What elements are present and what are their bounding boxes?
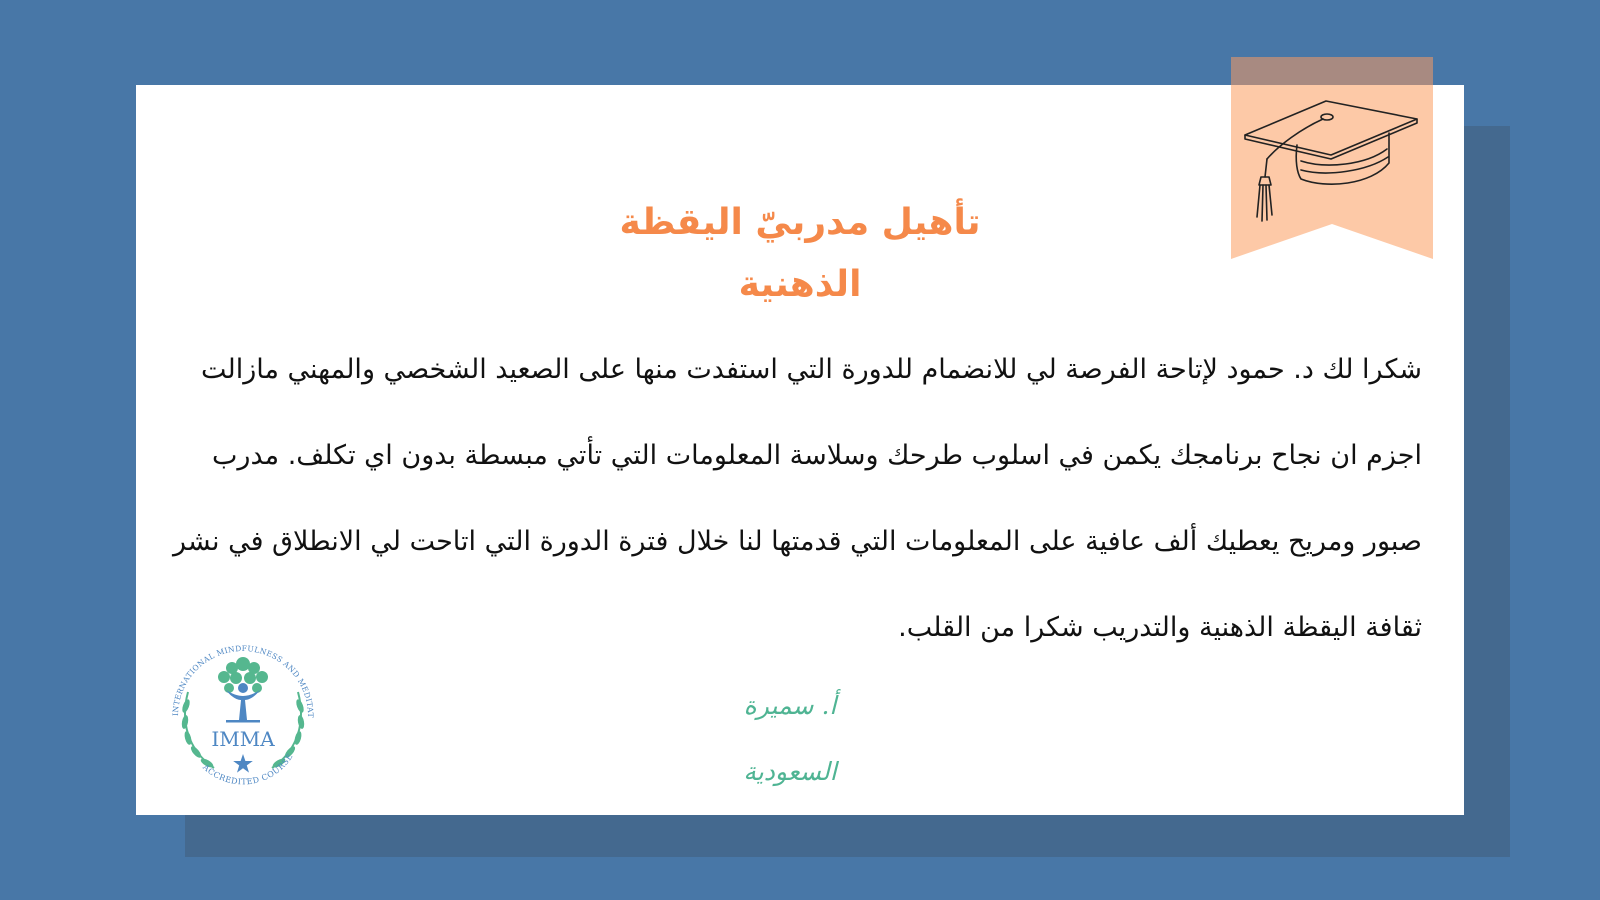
signature-country: السعودية (743, 757, 837, 786)
star-icon (233, 754, 253, 773)
graduation-cap-icon (1231, 57, 1433, 259)
testimonial-line: شكرا لك د. حمود لإتاحة الفرصة لي للانضمام للدورة التي استفدت منها على الصعيد الشخصي والمهني مازالت (200, 354, 1422, 385)
seal-acronym: IMMA (211, 727, 275, 751)
seal-arc-text: INTERNATIONAL MINDFULNESS AND MEDITAT (170, 643, 316, 718)
signature-name: أ. سميرة (743, 691, 837, 720)
graduation-ribbon (1231, 57, 1433, 259)
imma-accreditation-seal (162, 622, 324, 792)
seal-bottom-text: ACCREDITED COURSE (201, 751, 295, 787)
testimonial-line: صبور ومريح يعطيك ألف عافية على المعلومات التي قدمتها لنا خلال فترة الدورة التي اتاحت لي الانطلاق في نشر (172, 526, 1422, 557)
course-title-line-2: الذهنية (738, 264, 862, 305)
course-title (560, 192, 1040, 316)
testimonial-text (172, 327, 1422, 671)
signature (690, 673, 890, 805)
testimonial-line: ثقافة اليقظة الذهنية والتدريب شكرا من القلب. (898, 612, 1422, 643)
imma-seal-icon (162, 622, 324, 792)
course-title-line-1: تأهيل مدربيّ اليقظة (619, 202, 981, 243)
testimonial-line: اجزم ان نجاح برنامجك يكمن في اسلوب طرحك وسلاسة المعلومات التي تأتي مبسطة بدون اي تكلف. مدرب (212, 440, 1422, 471)
